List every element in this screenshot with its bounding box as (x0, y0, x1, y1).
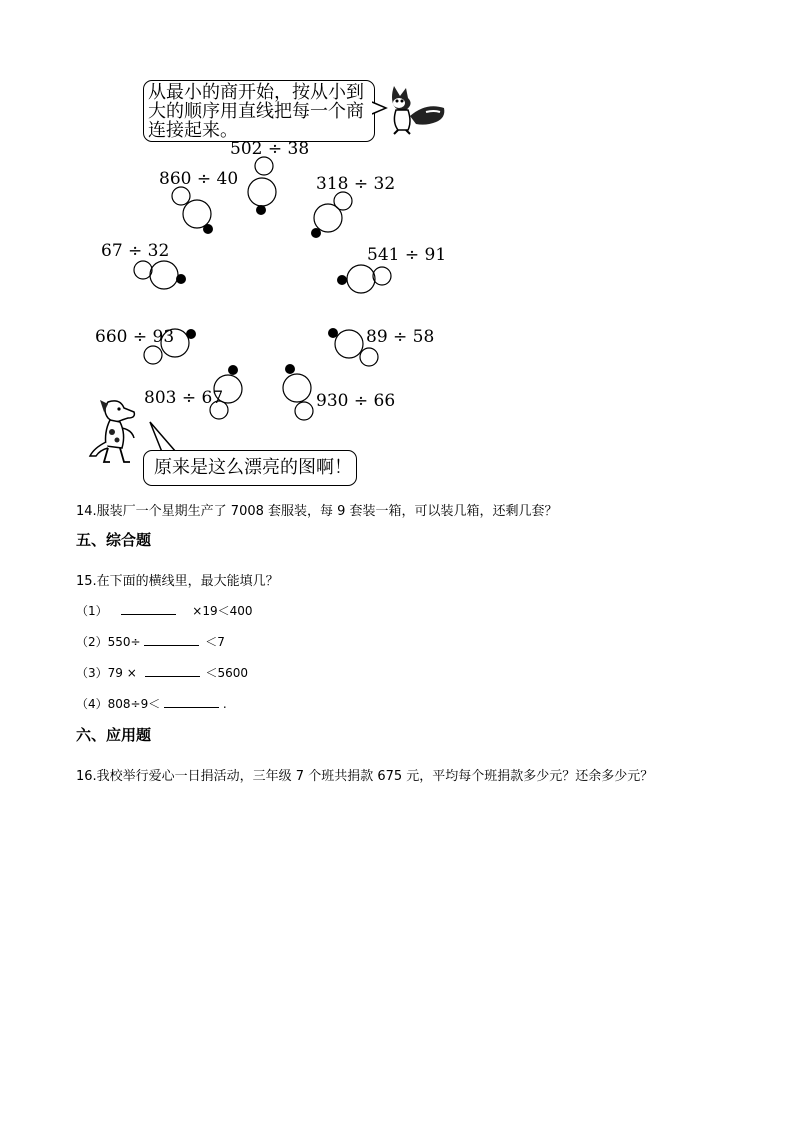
question-15-item-3 (76, 664, 248, 681)
answer-blank-4[interactable] (164, 695, 219, 708)
expression-860-40: 860 ÷ 40 (159, 169, 239, 189)
item-1-suffix: ×19＜400 (192, 604, 253, 618)
bubble-top-line-1: 从最小的商开始，按从小到 (148, 82, 364, 103)
item-2-suffix: ＜7 (205, 635, 225, 649)
item-4-prefix: （4）808÷9＜ (76, 697, 161, 711)
item-2-prefix: （2）550÷ (76, 635, 141, 649)
expression-502-38: 502 ÷ 38 (230, 139, 310, 159)
question-15-item-1 (76, 602, 253, 619)
section-heading-6: 六、应用题 (76, 726, 152, 744)
dog-cartoon-icon (86, 396, 144, 468)
item-3-suffix: ＜5600 (205, 666, 248, 680)
expression-930-66: 930 ÷ 66 (316, 391, 396, 411)
expression-318-32: 318 ÷ 32 (316, 174, 396, 194)
item-3-prefix: （3）79 × (76, 666, 137, 680)
expression-541-91: 541 ÷ 91 (367, 245, 447, 265)
question-14: 14.服装厂一个星期生产了 7008 套服装，每 9 套装一箱，可以装几箱，还剩几套？ (76, 504, 558, 519)
question-15-item-4 (76, 695, 227, 712)
answer-blank-2[interactable] (144, 633, 199, 646)
speech-bubble-bottom (143, 450, 357, 486)
item-1-prefix: （1） (76, 604, 108, 618)
bubble-bottom-text: 原来是这么漂亮的图啊！ (154, 457, 352, 478)
answer-blank-3[interactable] (145, 664, 200, 677)
bubble-top-line-3: 连接起来。 (148, 120, 238, 141)
question-16: 16.我校举行爱心一日捐活动，三年级 7 个班共捐款 675 元，平均每个班捐款多少元？还余多少元？ (76, 769, 654, 784)
expression-89-58: 89 ÷ 58 (366, 327, 435, 347)
item-4-suffix: . (222, 697, 227, 711)
question-15-item-2 (76, 633, 225, 650)
question-15-title: 15.在下面的横线里，最大能填几？ (76, 574, 279, 589)
expression-660-93: 660 ÷ 93 (95, 327, 175, 347)
answer-blank-1[interactable] (121, 602, 176, 615)
section-heading-5: 五、综合题 (76, 531, 152, 549)
bubble-top-line-2: 大的顺序用直线把每一个商 (148, 101, 364, 122)
bubble-bottom-tail (146, 420, 180, 454)
expression-803-67: 803 ÷ 67 (144, 388, 224, 408)
expression-67-32: 67 ÷ 32 (101, 241, 170, 261)
